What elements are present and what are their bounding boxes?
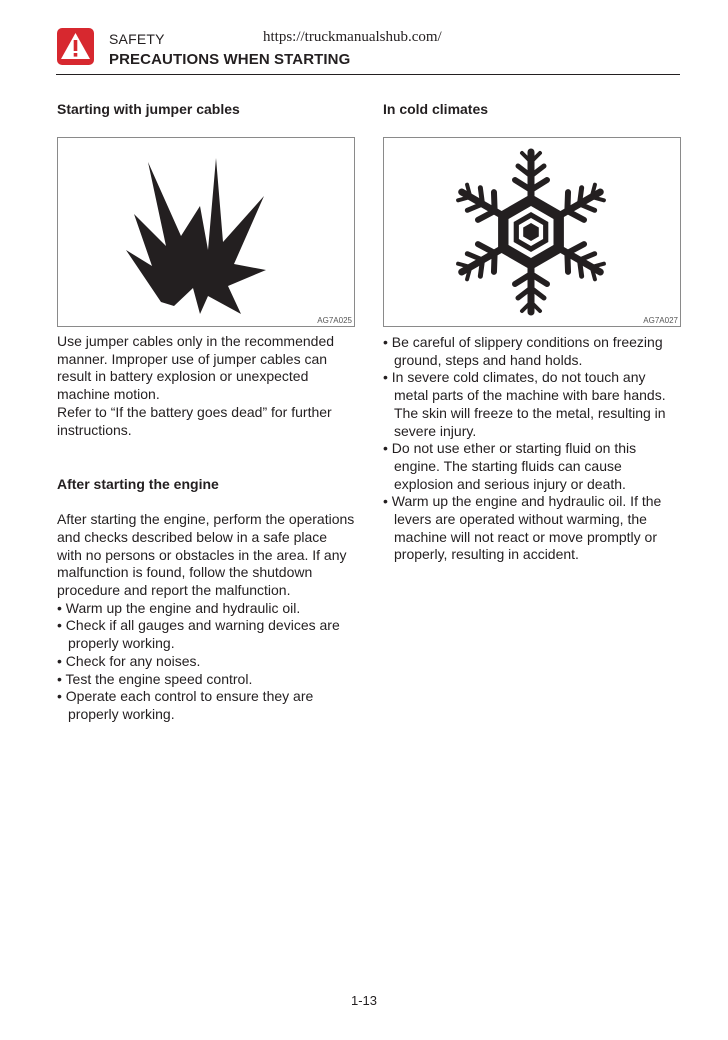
list-item: • Check if all gauges and warning devices are properly working.: [57, 617, 340, 652]
list-item: • Operate each control to ensure they are properly working.: [57, 688, 314, 722]
cold-climates-heading: In cold climates: [383, 101, 489, 117]
source-url[interactable]: https://truckmanualshub.com/: [263, 29, 442, 45]
cold-climates-figure: [383, 137, 681, 327]
jumper-cables-heading: Starting with jumper cables: [57, 101, 240, 117]
list-item: • Warm up the engine and hydraulic oil. If the levers are operated without warming, the machine will not react or move promptly or properly, resulting in accident.: [383, 493, 662, 563]
explosion-icon: [58, 138, 354, 326]
page-number: 1-13: [350, 993, 378, 1008]
snowflake-icon: [384, 138, 680, 326]
list-item: • Do not use ether or starting fluid on this engine. The starting fluids can cause explosion and serious injury or death.: [383, 440, 637, 492]
figure-code: AG7A025: [317, 316, 352, 325]
list-item: • Check for any noises.: [57, 652, 201, 669]
header-divider: [56, 74, 680, 75]
after-starting-list: [57, 600, 355, 724]
page-title: PRECAUTIONS WHEN STARTING: [109, 51, 351, 68]
list-item: • Be careful of slippery conditions on freezing ground, steps and hand holds.: [383, 334, 663, 368]
warning-triangle-icon: [57, 28, 94, 65]
figure-code: AG7A027: [643, 316, 678, 325]
jumper-cables-text: Use jumper cables only in the recommended manner. Improper use of jumper cables can result in battery explosion or unexpected machine motion.: [57, 333, 335, 403]
right-column: [383, 100, 681, 564]
list-item: • Test the engine speed control.: [57, 670, 253, 687]
list-item: • In severe cold climates, do not touch any metal parts of the machine with bare hands. The skin will freeze to the metal, resulting in severe injury.: [383, 369, 666, 439]
cold-climates-list: [383, 334, 681, 564]
left-column: [57, 100, 355, 724]
list-item: • Warm up the engine and hydraulic oil.: [57, 599, 301, 616]
jumper-cables-reference: Refer to “If the battery goes dead” for further instructions.: [57, 403, 332, 438]
after-starting-heading: After starting the engine: [57, 476, 219, 493]
section-label: SAFETY: [109, 31, 165, 47]
jumper-cables-figure: [57, 137, 355, 327]
after-starting-text: After starting the engine, perform the operations and checks described below in a safe place with no persons or obstacles in the area. If any malfunction is found, follow the shutdown procedure and report the malfunction.: [57, 511, 355, 599]
